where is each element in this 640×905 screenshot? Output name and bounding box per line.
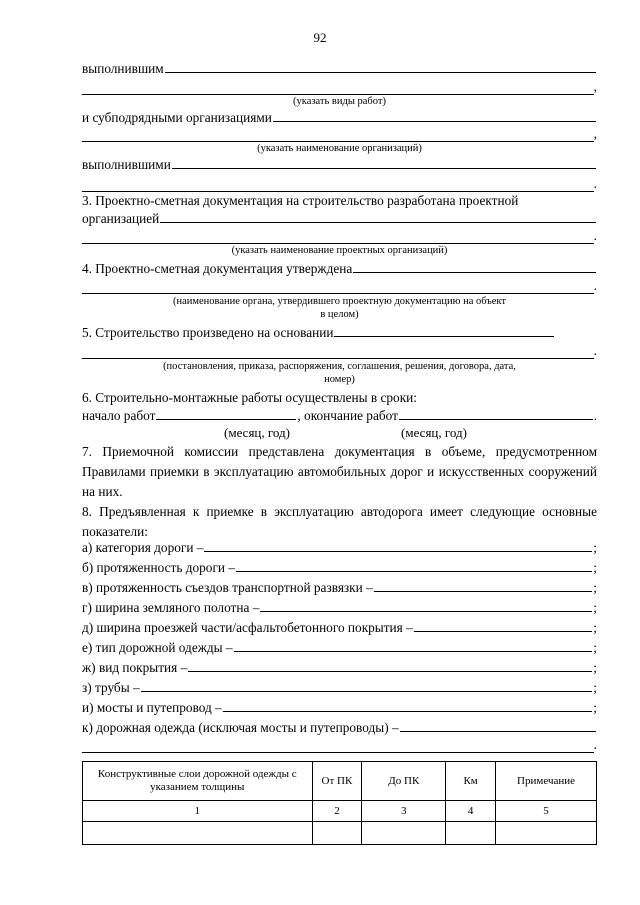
- performers-field[interactable]: [172, 156, 596, 169]
- performers-label: выполнившими: [82, 157, 171, 172]
- performers-field-2[interactable]: [82, 179, 594, 192]
- table-cell[interactable]: [312, 822, 362, 845]
- approved-by-field-2[interactable]: [82, 281, 594, 294]
- design-org-field-2[interactable]: [82, 231, 594, 244]
- basis-field-2[interactable]: [82, 346, 594, 359]
- section-6-line1: 6. Строительно-монтажные работы осуществлены в сроки:: [82, 390, 417, 405]
- works-line: ,: [82, 78, 597, 95]
- table-row: [83, 822, 597, 845]
- section-3-line1: 3. Проектно-сметная документация на строительство разработана проектной: [82, 193, 519, 208]
- performers-line-2: .: [82, 175, 597, 192]
- start-date-field[interactable]: [156, 407, 296, 420]
- subcontractors-label: и субподрядными организациями: [82, 110, 272, 125]
- section-8-paragraph: 8. Предъявленная к приемке в эксплуатацию автодорога имеет следующие основные показатели:: [82, 504, 597, 539]
- table-cell[interactable]: [496, 822, 597, 845]
- road-pavement-field[interactable]: [400, 719, 596, 732]
- page-number: 92: [313, 30, 327, 45]
- orgs-field[interactable]: [82, 129, 594, 142]
- basis-caption-2: номер): [324, 374, 355, 385]
- item-surface-kind: ж) вид покрытия – ;: [82, 660, 597, 675]
- section-6-line2: начало работ , окончание работ .: [82, 408, 597, 423]
- design-org-caption: (указать наименование проектных организаций): [231, 245, 448, 256]
- road-length-field[interactable]: [236, 559, 592, 572]
- item-pipes: з) трубы – ;: [82, 680, 597, 695]
- header-note: Примечание: [496, 762, 597, 801]
- performer-line: [82, 60, 597, 77]
- basis-line: .: [82, 342, 597, 359]
- approved-by-line: .: [82, 277, 597, 294]
- item-subgrade-width: г) ширина земляного полотна – ;: [82, 600, 597, 615]
- design-org-line: .: [82, 227, 597, 244]
- item-category: а) категория дороги – ;: [82, 540, 597, 555]
- item-carriageway-width: д) ширина проезжей части/асфальтобетонного покрытия – ;: [82, 620, 597, 635]
- table-cell[interactable]: [83, 822, 313, 845]
- header-layers: Конструктивные слои дорожной одежды с указанием толщины: [83, 762, 313, 801]
- surface-kind-field[interactable]: [188, 659, 592, 672]
- item-road-length: б) протяженность дороги – ;: [82, 560, 597, 575]
- category-field[interactable]: [204, 539, 592, 552]
- works-field[interactable]: [82, 82, 594, 95]
- table-number-row: 1 2 3 4 5: [83, 801, 597, 822]
- section-5-line: 5. Строительство произведено на основании: [82, 324, 597, 341]
- header-km: Км: [446, 762, 496, 801]
- pavement-layers-table: [82, 761, 597, 845]
- basis-field[interactable]: [334, 324, 554, 337]
- table-cell[interactable]: [446, 822, 496, 845]
- subgrade-width-field[interactable]: [260, 599, 592, 612]
- subcontractors-line: [82, 109, 597, 126]
- road-pavement-line: .: [82, 736, 597, 753]
- table-cell[interactable]: [362, 822, 446, 845]
- works-caption: (указать виды работ): [293, 96, 386, 107]
- section-7-paragraph: 7. Приемочной комиссии представлена документация в объеме, предусмотренном Правилами приемки в эксплуатацию автомобильных дорог и искусственных сооружений на них.: [82, 444, 597, 499]
- item-road-pavement: к) дорожная одежда (исключая мосты и путепроводы) –: [82, 719, 597, 736]
- performers-line: [82, 156, 597, 173]
- approved-caption-2: в целом): [320, 309, 359, 320]
- pipes-field[interactable]: [141, 679, 593, 692]
- table-header-row: [83, 762, 597, 801]
- road-pavement-field-2[interactable]: [82, 740, 594, 753]
- pavement-type-field[interactable]: [234, 639, 593, 652]
- basis-caption: (постановления, приказа, распоряжения, соглашения, решения, договора, дата,: [163, 361, 516, 372]
- section-3-line2: организацией: [82, 210, 597, 227]
- bridges-field[interactable]: [223, 699, 593, 712]
- orgs-caption: (указать наименование организаций): [257, 143, 422, 154]
- start-date-caption: (месяц, год): [224, 425, 290, 440]
- approved-by-field[interactable]: [353, 260, 596, 273]
- performer-field[interactable]: [165, 60, 596, 73]
- end-date-field[interactable]: [399, 407, 593, 420]
- design-org-field[interactable]: [160, 210, 596, 223]
- end-date-caption: (месяц, год): [401, 425, 467, 440]
- item-bridges: и) мосты и путепровод – ;: [82, 700, 597, 715]
- header-to-pk: До ПК: [362, 762, 446, 801]
- item-ramps-length: в) протяженность съездов транспортной развязки – ;: [82, 580, 597, 595]
- header-from-pk: От ПК: [312, 762, 362, 801]
- carriageway-width-field[interactable]: [414, 619, 593, 632]
- subcontractors-field[interactable]: [273, 109, 596, 122]
- section-4-line: 4. Проектно-сметная документация утверждена: [82, 260, 597, 277]
- orgs-line: ,: [82, 125, 597, 142]
- ramps-length-field[interactable]: [374, 579, 593, 592]
- performer-label: выполнившим: [82, 61, 164, 76]
- item-pavement-type: е) тип дорожной одежды – ;: [82, 640, 597, 655]
- approved-caption: (наименование органа, утвердившего проектную документацию на объект: [172, 296, 506, 307]
